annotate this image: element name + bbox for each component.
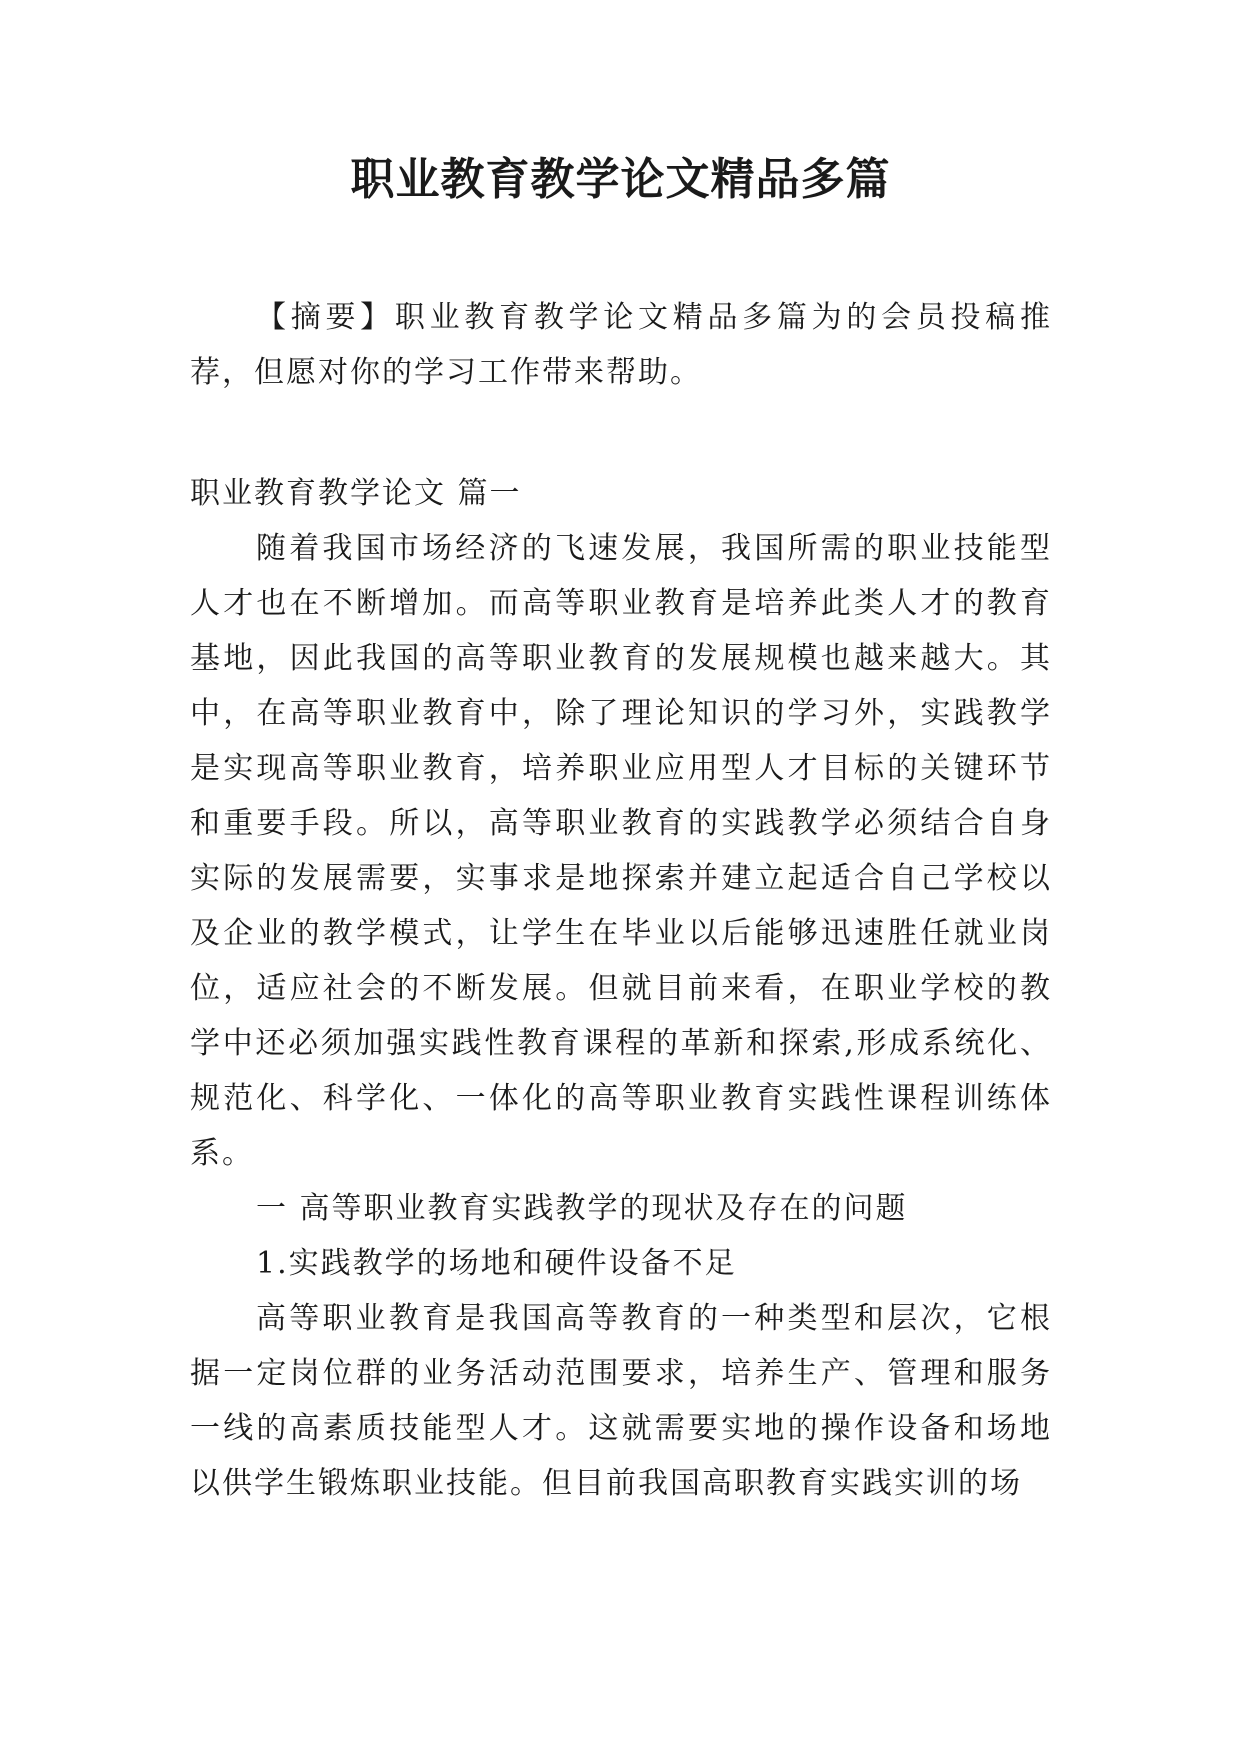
paragraph-1: 随着我国市场经济的飞速发展，我国所需的职业技能型人才也在不断增加。而高等职业教育是培养此类人才的教育基地，因此我国的高等职业教育的发展规模也越来越大。其中，在高等职业教育中，除了理论知识的学习外，实践教学是实现高等职业教育，培养职业应用型人才目标的关键环节和重要手段。所以，高等职业教育的实践教学必须结合自身实际的发展需要，实事求是地探索并建立起适合自己学校以及企业的教学模式，让学生在毕业以后能够迅速胜任就业岗位，适应社会的不断发展。但就目前来看，在职业学校的教学中还必须加强实践性教育课程的革新和探索,形成系统化、规范化、科学化、一体化的高等职业教育实践性课程训练体系。 xyxy=(190,531,1052,1171)
main-content xyxy=(190,466,1052,1511)
document-title: 职业教育教学论文精品多篇 xyxy=(350,154,891,205)
paragraph-2: 高等职业教育是我国高等教育的一种类型和层次，它根据一定岗位群的业务活动范围要求，培养生产、管理和服务一线的高素质技能型人才。这就需要实地的操作设备和场地以供学生锻炼职业技能。但目前我国高职教育实践实训的场 xyxy=(190,1301,1052,1501)
abstract-text: 【摘要】职业教育教学论文精品多篇为的会员投稿推荐，但愿对你的学习工作带来帮助。 xyxy=(190,300,1052,390)
abstract-block xyxy=(190,290,1052,400)
section-title: 职业教育教学论文 篇一 xyxy=(190,476,522,511)
subheading-2: 1.实践教学的场地和硬件设备不足 xyxy=(256,1246,737,1281)
subheading-1: 一 高等职业教育实践教学的现状及存在的问题 xyxy=(256,1191,908,1226)
